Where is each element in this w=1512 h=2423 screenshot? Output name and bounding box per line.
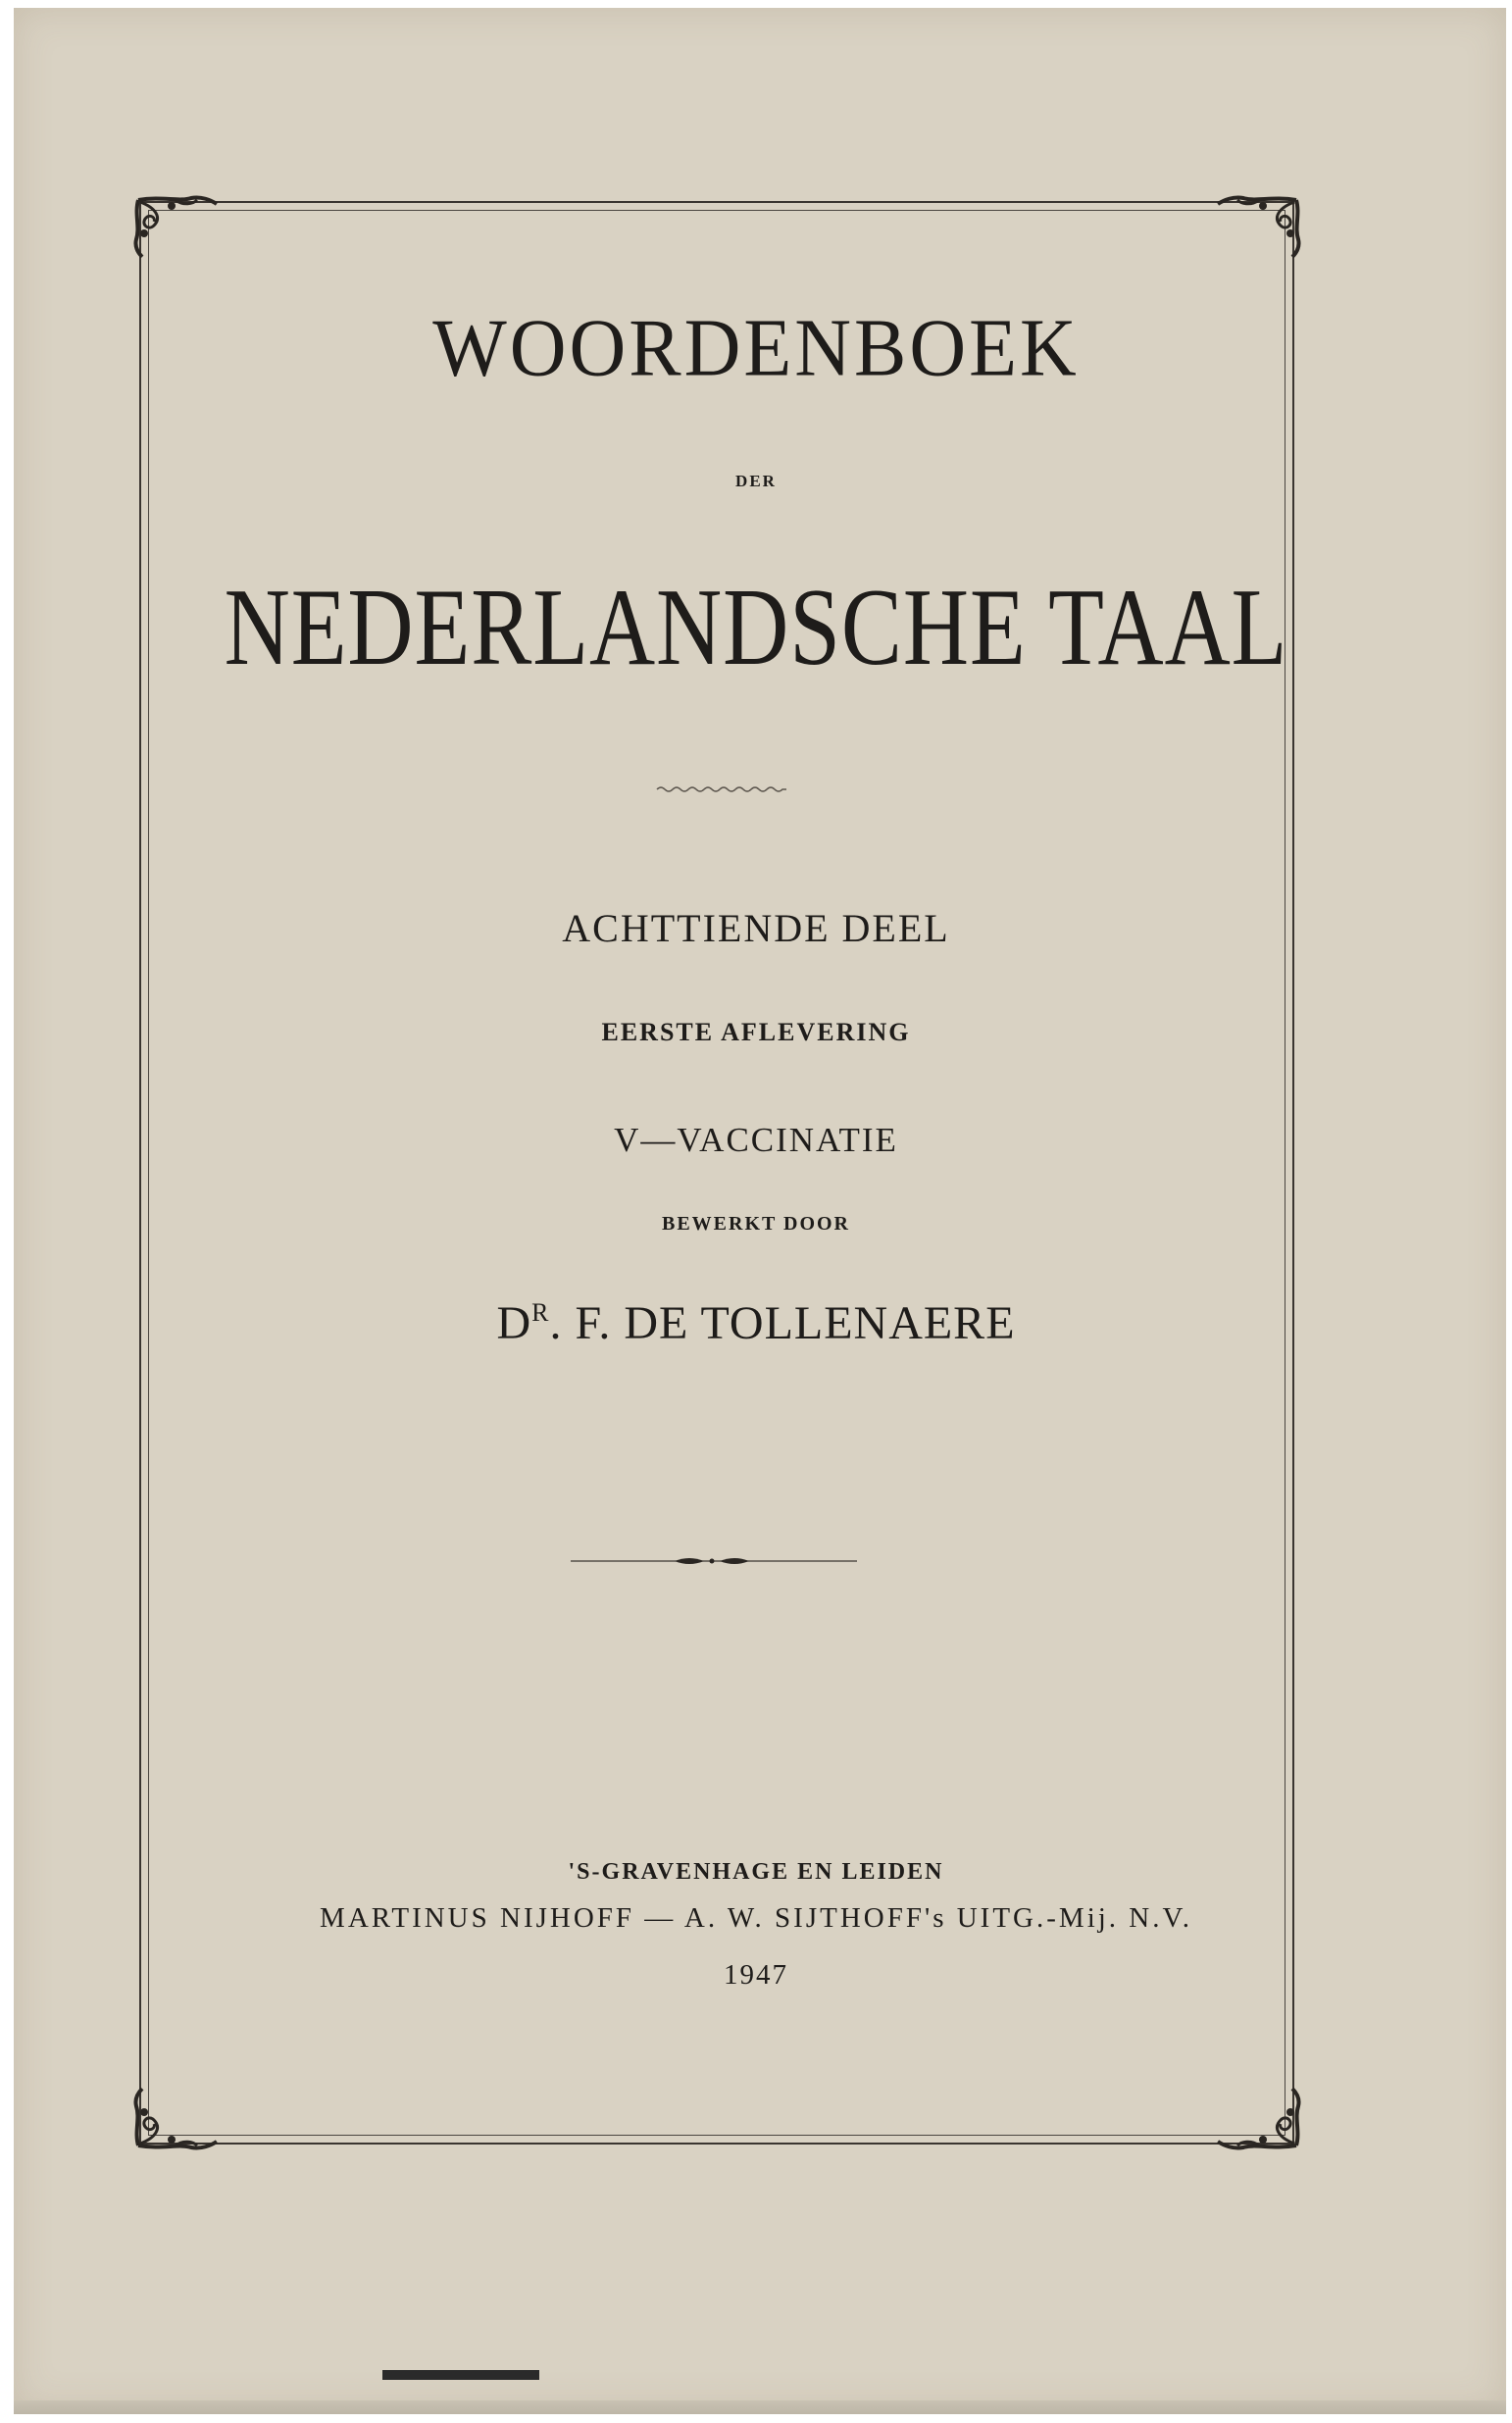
edited-by-label: BEWERKT DOOR xyxy=(662,1213,850,1235)
page-edge xyxy=(14,2400,1506,2414)
author-title-superscript: R xyxy=(531,1298,550,1327)
volume-label: ACHTTIENDE DEEL xyxy=(562,906,950,950)
corner-ornament-top-left xyxy=(132,194,221,263)
corner-ornament-top-right xyxy=(1214,194,1302,263)
binding-mark xyxy=(382,2370,539,2380)
title-line-1: WOORDENBOEK xyxy=(432,302,1080,394)
corner-ornament-bottom-right xyxy=(1214,2083,1302,2151)
wavy-divider xyxy=(655,784,788,794)
rule-ornament xyxy=(569,1553,859,1569)
author-name xyxy=(0,1285,1512,1352)
decorative-border-inner xyxy=(148,210,1285,2136)
author-title: D xyxy=(496,1297,532,1349)
corner-ornament-bottom-left xyxy=(132,2083,221,2151)
title-line-2: NEDERLANDSCHE TAAL xyxy=(224,566,1288,688)
imprint-year: 1947 xyxy=(724,1959,788,1991)
installment-label: EERSTE AFLEVERING xyxy=(601,1018,911,1046)
imprint-place: 'S-GRAVENHAGE EN LEIDEN xyxy=(568,1859,944,1885)
author-name-text: . F. DE TOLLENAERE xyxy=(549,1297,1016,1349)
imprint-publisher: MARTINUS NIJHOFF — A. W. SIJTHOFF's UITG.-Mij. N.V. xyxy=(320,1902,1192,1934)
entry-range: V—VACCINATIE xyxy=(614,1121,898,1159)
title-connector: DER xyxy=(735,472,777,490)
